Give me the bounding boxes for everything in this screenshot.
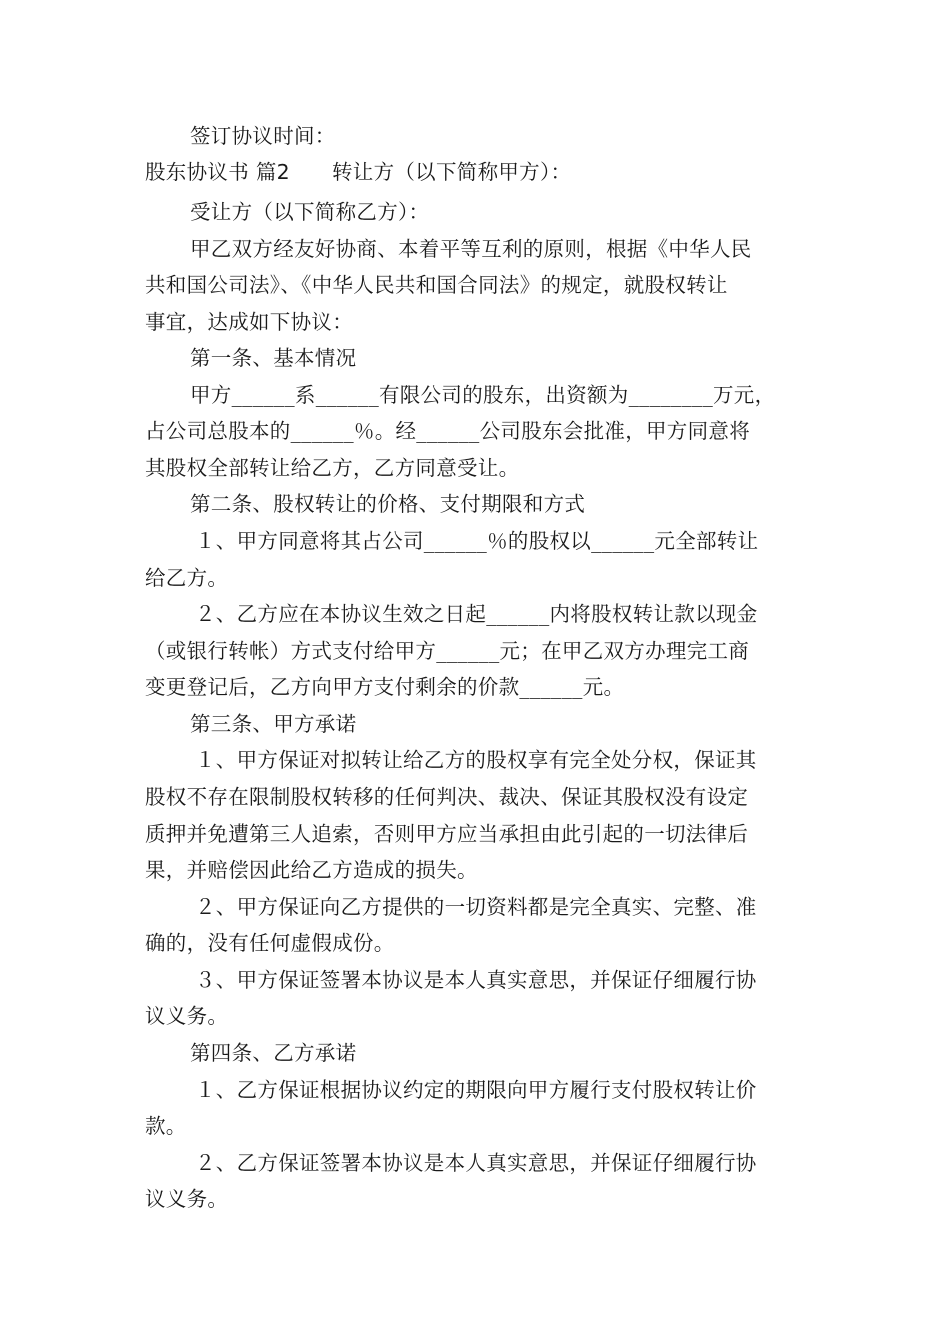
signing-time-label: 签订协议时间： — [190, 124, 336, 148]
article4-title: 第四条、乙方承诺 — [190, 1041, 357, 1065]
article1-line: 其股权全部转让给乙方，乙方同意受让。 — [145, 456, 520, 480]
article2-item1-line: １、甲方同意将其占公司______％的股权以______元全部转让 — [195, 529, 759, 553]
article4-item2-line: 议义务。 — [145, 1187, 229, 1211]
section-header: 股东协议书 篇2 — [145, 160, 290, 184]
article3-item1-line: １、甲方保证对拟转让给乙方的股权享有完全处分权，保证其 — [195, 748, 757, 772]
article3-item2-line: 确的，没有任何虚假成份。 — [145, 931, 395, 955]
preamble-line: 事宜，达成如下协议： — [145, 310, 353, 334]
article2-item2-line: ２、乙方应在本协议生效之日起______内将股权转让款以现金 — [195, 602, 758, 626]
preamble-line: 共和国公司法》、《中华人民共和国合同法》的规定，就股权转让 — [145, 273, 728, 297]
article1-title: 第一条、基本情况 — [190, 346, 357, 370]
article3-item1-line: 果，并赔偿因此给乙方造成的损失。 — [145, 858, 478, 882]
article2-item2-line: （或银行转帐）方式支付给甲方______元；在甲乙双方办理完工商 — [145, 639, 750, 663]
article3-item3-line: 议义务。 — [145, 1004, 229, 1028]
article3-item1-line: 股权不存在限制股权转移的任何判决、裁决、保证其股权没有设定 — [145, 785, 749, 809]
article3-item3-line: ３、甲方保证签署本协议是本人真实意思，并保证仔细履行协 — [195, 968, 757, 992]
transferee-label: 受让方（以下简称乙方）： — [190, 200, 430, 224]
preamble-line: 甲乙双方经友好协商、本着平等互利的原则，根据《中华人民 — [190, 237, 752, 261]
article3-item1-line: 质押并免遭第三人追索，否则甲方应当承担由此引起的一切法律后 — [145, 822, 749, 846]
article1-line: 占公司总股本的______％。经______公司股东会批准，甲方同意将 — [145, 419, 750, 443]
article2-title: 第二条、股权转让的价格、支付期限和方式 — [190, 492, 586, 516]
article4-item1-line: 款。 — [145, 1114, 187, 1138]
transferor-label: 转让方（以下简称甲方）： — [331, 160, 572, 184]
article4-item1-line: １、乙方保证根据协议约定的期限向甲方履行支付股权转让价 — [195, 1078, 757, 1102]
article1-line: 甲方______系______有限公司的股东，出资额为________万元， — [190, 383, 776, 407]
article2-item1-line: 给乙方。 — [145, 566, 229, 590]
article2-item2-line: 变更登记后，乙方向甲方支付剩余的价款______元。 — [145, 675, 625, 699]
section-header-row — [145, 158, 571, 186]
article3-title: 第三条、甲方承诺 — [190, 712, 357, 736]
article3-item2-line: ２、甲方保证向乙方提供的一切资料都是完全真实、完整、准 — [195, 895, 757, 919]
article4-item2-line: ２、乙方保证签署本协议是本人真实意思，并保证仔细履行协 — [195, 1151, 757, 1175]
